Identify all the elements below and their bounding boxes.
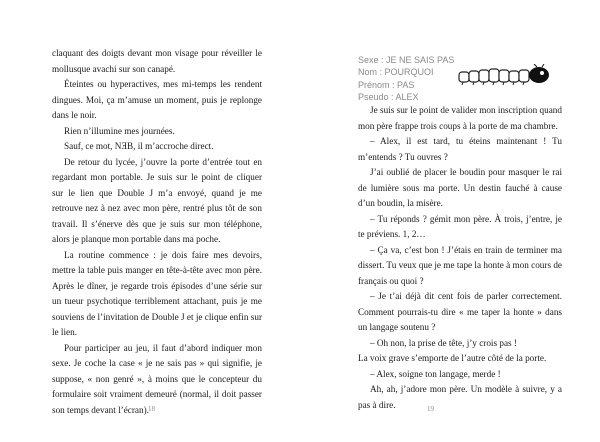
signup-form-excerpt xyxy=(358,54,454,104)
paragraph: Pour participer au jeu, il faut d’abord indiquer mon sexe. Je coche la case « je ne sais pas » qui signifie, je suppose, « non genré », à moins que le concepteur du formulaire soit vraiment demeuré (normal, il doit passer son temps devant l’écran). xyxy=(52,342,262,415)
paragraph: De retour du lycée, j’ouvre la porte d’entrée tout en regardant mon portable. Je suis sur le point de cliquer sur le lien que Double J m’a envoyé, quand je me retrouve nez à nez avec mon père, rentré plus tôt de son travail. Il s’énerve dès que je suis sur mon téléphone, alors je planque mon portable dans ma poche. xyxy=(52,156,262,244)
paragraph: – Oh non, la prise de tête, j’y crois pas ! xyxy=(370,337,517,348)
form-pseudo: Pseudo : ALEX xyxy=(358,92,419,103)
paragraph: Ah, ah, j’adore mon père. Un modèle à suivre, y a pas à dire. xyxy=(358,384,562,410)
paragraph: La voix grave s’emporte de l’autre côté de la porte. xyxy=(358,353,547,363)
paragraph: – Tu réponds ? gémit mon père. À trois, j’entre, je te préviens. 1, 2… xyxy=(358,213,562,239)
right-page xyxy=(300,0,600,442)
page-number: 19 xyxy=(427,405,434,413)
form-sexe: Sexe : JE NE SAIS PAS xyxy=(358,55,455,65)
right-page-text xyxy=(358,103,562,413)
paragraph: La routine commence : je dois faire mes devoirs, mettre la table puis manger en tête-à-tête avec mon père. Après le dîner, je regarde trois épisodes d’une série sur un tueur psychotique terriblement attachant, puis je me souviens de l’invitation de Double J et je clique enfin sur le lien. xyxy=(52,249,262,337)
paragraph: Sauf, ce mot, NƎB, il m’accroche direct. xyxy=(64,141,214,151)
paragraph: – Ça va, c’est bon ! J’étais en train de terminer ma dissert. Tu veux que je me tape la honte à mon cours de français ou quoi ? xyxy=(358,244,562,286)
paragraph: Je suis sur le point de valider mon inscription quand mon père frappe trois coups à la porte de ma chambre. xyxy=(358,105,562,131)
page-number: 18 xyxy=(148,405,155,413)
left-page-text xyxy=(52,46,262,418)
caterpillar-icon xyxy=(455,64,555,86)
paragraph: – Alex, il est tard, tu éteins maintenant ! Tu m’entends ? Tu ouvres ? xyxy=(358,136,562,162)
form-prenom: Prénom : PAS xyxy=(358,79,415,90)
paragraph: – Je t’ai déjà dit cent fois de parler correctement. Comment pourrais-tu dire « me taper la honte » dans un langage soutenu ? xyxy=(358,291,562,332)
paragraph: Rien n’illumine mes journées. xyxy=(64,125,175,136)
paragraph: J’ai oublié de placer le boudin pour masquer le rai de lumière sous ma porte. Un destin fauché à cause d’un boudin, la misère. xyxy=(358,167,562,208)
paragraph: Éteintes ou hyperactives, mes mi-temps les rendent dingues. Moi, ça m’amuse un moment, puis je replonge dans le noir. xyxy=(52,79,262,120)
form-nom: Nom : POURQUOI xyxy=(358,67,434,78)
paragraph: claquant des doigts devant mon visage pour réveiller le mollusque avachi sur son canapé. xyxy=(52,48,262,74)
paragraph: – Alex, soigne ton langage, merde ! xyxy=(370,368,501,379)
